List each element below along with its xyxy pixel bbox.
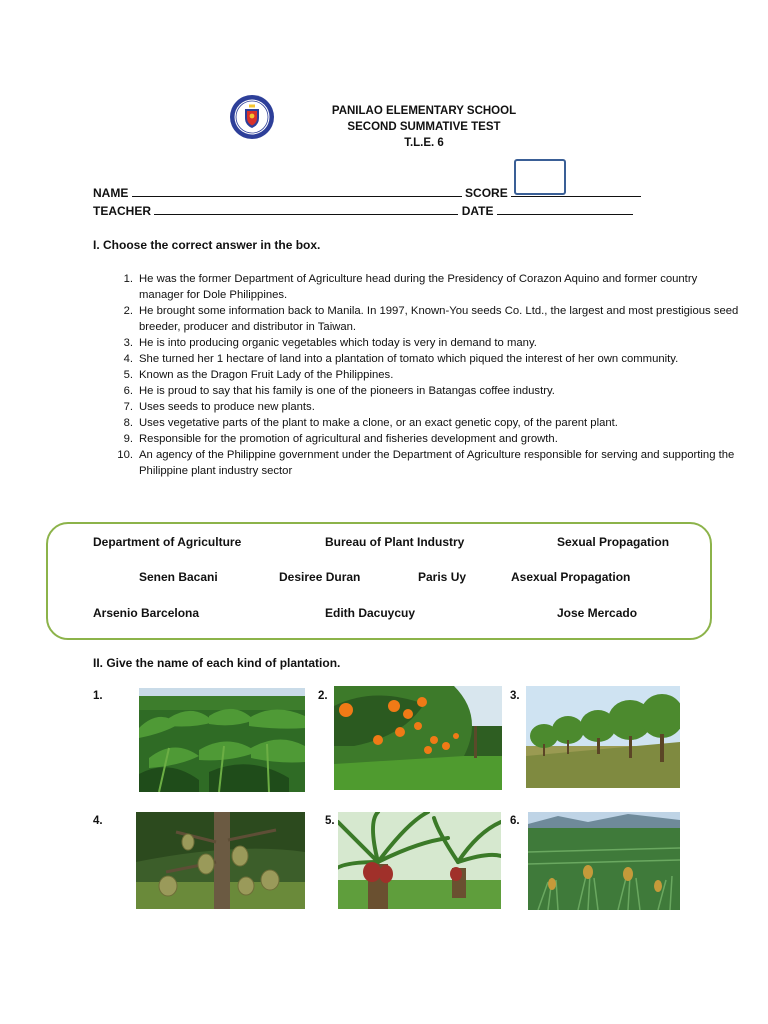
part1-title: I. Choose the correct answer in the box. bbox=[93, 238, 321, 252]
teacher-label: TEACHER bbox=[93, 204, 152, 218]
photo-number: 3. bbox=[510, 690, 520, 702]
photo-number: 5. bbox=[325, 815, 335, 827]
mango-orchard-photo bbox=[526, 686, 680, 788]
question-item: 8. Uses vegetative parts of the plant to make a clone, or an exact genetic copy, of the parent plant. bbox=[123, 417, 618, 429]
photo-number: 2. bbox=[318, 690, 328, 702]
oil-palm-photo bbox=[338, 812, 501, 909]
choice-desiree-duran: Desiree Duran bbox=[279, 570, 361, 584]
part2-title: II. Give the name of each kind of plantation. bbox=[93, 656, 341, 670]
question-item: 4. She turned her 1 hectare of land into a plantation of tomato which piqued the interest of her own community. bbox=[123, 353, 679, 365]
choice-arsenio-barcelona: Arsenio Barcelona bbox=[93, 606, 200, 620]
choice-edith-dacuycuy: Edith Dacuycuy bbox=[325, 606, 416, 620]
name-field[interactable] bbox=[132, 185, 462, 197]
choice-senen-bacani: Senen Bacani bbox=[139, 570, 218, 584]
deped-seal-logo bbox=[229, 94, 275, 140]
teacher-field[interactable] bbox=[154, 203, 458, 215]
pineapple-plantation-photo bbox=[528, 812, 680, 910]
question-item: 6. He is proud to say that his family is one of the pioneers in Batangas coffee industry. bbox=[123, 385, 555, 397]
score-field[interactable] bbox=[511, 185, 641, 197]
question-item: 7. Uses seeds to produce new plants. bbox=[123, 401, 315, 413]
teacher-date-line bbox=[93, 203, 633, 218]
choice-asexual-propagation: Asexual Propagation bbox=[511, 570, 631, 584]
date-field[interactable] bbox=[497, 203, 633, 215]
durian-tree-photo bbox=[136, 812, 305, 909]
test-title: SECOND SUMMATIVE TEST bbox=[347, 121, 501, 133]
question-list bbox=[92, 271, 742, 479]
choice-jose-mercado: Jose Mercado bbox=[557, 606, 638, 620]
choice-sexual-propagation: Sexual Propagation bbox=[557, 535, 670, 549]
photo-number: 1. bbox=[93, 690, 103, 702]
subject-title: T.L.E. 6 bbox=[404, 137, 444, 149]
choice-department-of-agriculture: Department of Agriculture bbox=[93, 535, 242, 549]
question-item: 2. He brought some information back to Manila. In 1997, Known-You seeds Co. Ltd., the largest and most prestigious seed breeder, producer and distributor in Taiwan. bbox=[123, 305, 739, 333]
question-item: 10. An agency of the Philippine government under the Department of Agriculture responsible for serving and supporting the Philippine plant industry sector bbox=[117, 449, 735, 477]
question-item: 3. He is into producing organic vegetables which today is very in demand to many. bbox=[123, 337, 537, 349]
choice-paris-uy: Paris Uy bbox=[418, 570, 467, 584]
photo-number: 6. bbox=[510, 815, 520, 827]
photo-number: 4. bbox=[93, 815, 103, 827]
name-label: NAME bbox=[93, 186, 129, 200]
choice-bureau-of-plant-industry: Bureau of Plant Industry bbox=[325, 535, 465, 549]
banana-plantation-photo bbox=[139, 688, 305, 792]
question-item: 5. Known as the Dragon Fruit Lady of the Philippines. bbox=[123, 369, 394, 381]
date-label: DATE bbox=[461, 204, 494, 218]
question-item: 1. He was the former Department of Agriculture head during the Presidency of Corazon Aquino and former country manager for Dole Philippines. bbox=[123, 273, 698, 301]
orange-orchard-photo bbox=[334, 686, 502, 790]
score-label: SCORE bbox=[465, 186, 508, 200]
school-name: PANILAO ELEMENTARY SCHOOL bbox=[331, 105, 517, 117]
name-score-line bbox=[93, 185, 641, 200]
question-item: 9. Responsible for the promotion of agricultural and fisheries development and growth. bbox=[123, 433, 558, 445]
